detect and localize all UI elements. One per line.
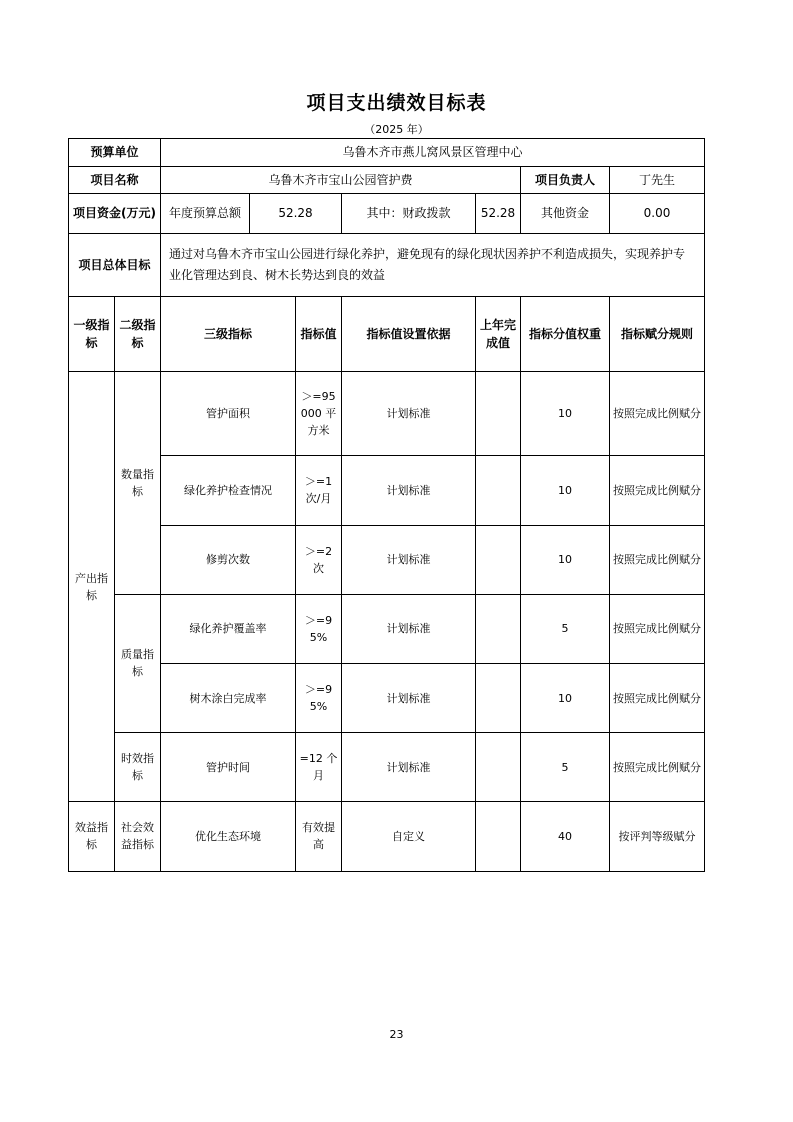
page-number: 23 <box>389 1028 404 1041</box>
goal-row <box>69 234 705 297</box>
col-level2: 二级指标 <box>115 297 161 372</box>
column-header-row <box>69 297 705 372</box>
responsible-value: 丁先生 <box>610 167 705 194</box>
table-row <box>69 456 705 525</box>
indicator-rule: 按照完成比例赋分 <box>610 663 705 732</box>
indicator-rule: 按评判等级赋分 <box>610 802 705 871</box>
col-value: 指标值 <box>296 297 342 372</box>
indicator-prev <box>476 802 521 871</box>
level1-output: 产出指标 <box>69 372 115 802</box>
col-level3: 三级指标 <box>161 297 296 372</box>
indicator-basis: 计划标准 <box>342 525 476 594</box>
table-row <box>69 372 705 456</box>
indicator-value: ＞=95% <box>296 594 342 663</box>
performance-table <box>68 138 705 872</box>
annual-total-label: 年度预算总额 <box>161 194 250 234</box>
indicator-name: 绿化养护覆盖率 <box>161 594 296 663</box>
level2-timeliness: 时效指标 <box>115 733 161 802</box>
indicator-weight: 10 <box>521 372 610 456</box>
indicator-name: 管护面积 <box>161 372 296 456</box>
budget-unit-label: 预算单位 <box>69 139 161 167</box>
indicator-rule: 按照完成比例赋分 <box>610 372 705 456</box>
indicator-value: ＞=95% <box>296 663 342 732</box>
responsible-label: 项目负责人 <box>521 167 610 194</box>
page-title: 项目支出绩效目标表 <box>306 92 487 114</box>
fiscal-value: 52.28 <box>476 194 521 234</box>
table-row <box>69 525 705 594</box>
budget-unit-value: 乌鲁木齐市燕儿窝风景区管理中心 <box>161 139 705 167</box>
indicator-value: 有效提高 <box>296 802 342 871</box>
col-rule: 指标赋分规则 <box>610 297 705 372</box>
level2-quality: 质量指标 <box>115 594 161 732</box>
indicator-rule: 按照完成比例赋分 <box>610 594 705 663</box>
indicator-basis: 计划标准 <box>342 733 476 802</box>
indicator-prev <box>476 663 521 732</box>
indicator-value: =12 个月 <box>296 733 342 802</box>
project-name-value: 乌鲁木齐市宝山公园管护费 <box>161 167 521 194</box>
indicator-name: 修剪次数 <box>161 525 296 594</box>
project-name-row <box>69 167 705 194</box>
project-name-label: 项目名称 <box>69 167 161 194</box>
goal-label: 项目总体目标 <box>69 234 161 297</box>
annual-total-value: 52.28 <box>250 194 342 234</box>
indicator-weight: 5 <box>521 733 610 802</box>
indicator-name: 优化生态环境 <box>161 802 296 871</box>
indicator-value: ＞=2 次 <box>296 525 342 594</box>
level2-social: 社会效益指标 <box>115 802 161 871</box>
col-basis: 指标值设置依据 <box>342 297 476 372</box>
indicator-value: ＞=95000 平方米 <box>296 372 342 456</box>
col-level1: 一级指标 <box>69 297 115 372</box>
table-row <box>69 802 705 871</box>
other-value: 0.00 <box>610 194 705 234</box>
indicator-weight: 10 <box>521 525 610 594</box>
fund-label: 项目资金(万元) <box>69 194 161 234</box>
indicator-name: 管护时间 <box>161 733 296 802</box>
indicator-name: 树木涂白完成率 <box>161 663 296 732</box>
level2-quantity: 数量指标 <box>115 372 161 594</box>
table-row <box>69 733 705 802</box>
indicator-prev <box>476 372 521 456</box>
indicator-rule: 按照完成比例赋分 <box>610 456 705 525</box>
indicator-weight: 10 <box>521 456 610 525</box>
indicator-weight: 40 <box>521 802 610 871</box>
indicator-rule: 按照完成比例赋分 <box>610 525 705 594</box>
other-label: 其他资金 <box>521 194 610 234</box>
col-prev: 上年完成值 <box>476 297 521 372</box>
goal-value: 通过对乌鲁木齐市宝山公园进行绿化养护，避免现有的绿化现状因养护不利造成损失，实现养护专业化管理达到良、树木长势达到良的效益 <box>161 234 705 297</box>
indicator-weight: 5 <box>521 594 610 663</box>
indicator-basis: 计划标准 <box>342 372 476 456</box>
indicator-value: ＞=1 次/月 <box>296 456 342 525</box>
indicator-basis: 计划标准 <box>342 663 476 732</box>
year-label: （2025 年） <box>364 123 429 136</box>
fiscal-label: 其中：财政拨款 <box>342 194 476 234</box>
indicator-prev <box>476 456 521 525</box>
indicator-weight: 10 <box>521 663 610 732</box>
indicator-basis: 计划标准 <box>342 456 476 525</box>
table-row <box>69 594 705 663</box>
indicator-basis: 计划标准 <box>342 594 476 663</box>
indicator-prev <box>476 594 521 663</box>
indicator-prev <box>476 733 521 802</box>
budget-unit-row <box>69 139 705 167</box>
level1-benefit: 效益指标 <box>69 802 115 871</box>
table-row <box>69 663 705 732</box>
col-weight: 指标分值权重 <box>521 297 610 372</box>
indicator-name: 绿化养护检查情况 <box>161 456 296 525</box>
indicator-prev <box>476 525 521 594</box>
fund-row <box>69 194 705 234</box>
indicator-rule: 按照完成比例赋分 <box>610 733 705 802</box>
indicator-basis: 自定义 <box>342 802 476 871</box>
